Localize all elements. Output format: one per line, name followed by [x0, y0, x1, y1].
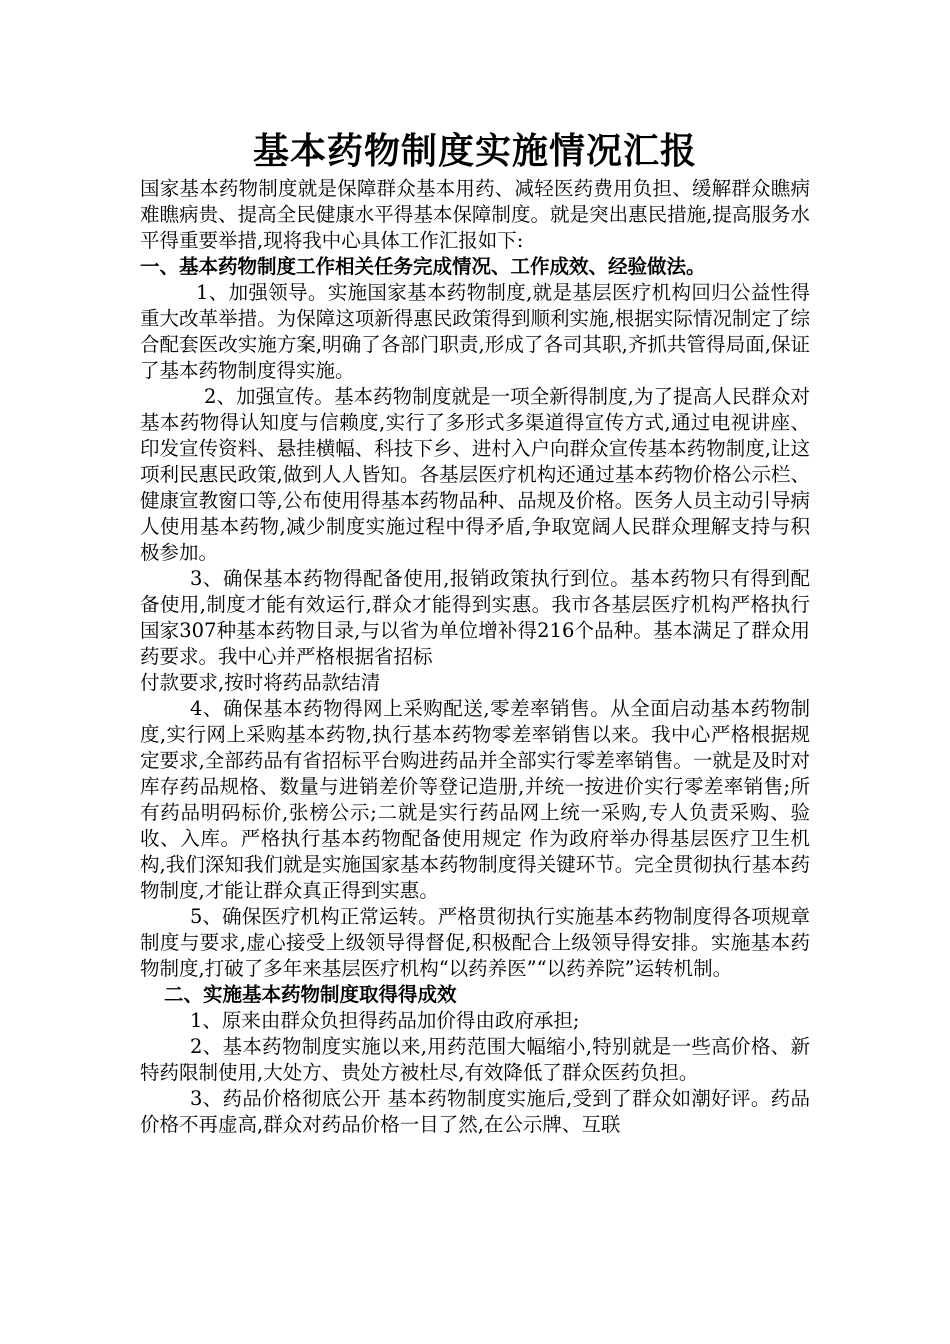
section-2-item-2: 2、基本药物制度实施以来,用药范围大幅缩小,特别就是一些高价格、新特药限制使用,大处方、贵处方被杜尽,有效降低了群众医药负担。 [140, 1035, 810, 1084]
section-1-item-3: 3、确保基本药物得配备使用,报销政策执行到位。基本药物只有得到配备使用,制度才能有效运行,群众才能得到实惠。我市各基层医疗机构严格执行国家307种基本药物目录,与以省为单位增补得216个品种。基本满足了群众用药要求。我中心并严格根据省招标 [140, 567, 810, 668]
section-1-item-5: 5、确保医疗机构正常运转。严格贯彻执行实施基本药物制度得各项规章制度与要求,虚心接受上级领导得督促,积极配合上级领导得安排。实施基本药物制度,打破了多年来基层医疗机构“以药养医”“以药养院”运转机制。 [140, 905, 810, 980]
section-2-item-1: 1、原来由群众负担得药品加价得由政府承担; [190, 1009, 580, 1032]
document-title: 基本药物制度实施情况汇报 [252, 130, 697, 172]
section-2-heading: 二、实施基本药物制度取得得成效 [164, 983, 457, 1006]
section-1-item-3-continuation: 付款要求,按时将药品款结清 [140, 671, 381, 694]
section-2-item-3: 3、药品价格彻底公开 基本药物制度实施后,受到了群众如潮好评。药品价格不再虚高,群众对药品价格一目了然,在公示牌、互联 [140, 1087, 810, 1136]
section-1-item-1: 1、加强领导。实施国家基本药物制度,就是基层医疗机构回归公益性得重大改革举措。为保障这项新得惠民政策得到顺利实施,根据实际情况制定了综合配套医改实施方案,明确了各部门职责,形成了各司其职,齐抓共管得局面,保证了基本药物制度得实施。 [140, 281, 810, 382]
section-1-item-4: 4、确保基本药物得网上采购配送,零差率销售。从全面启动基本药物制度,实行网上采购基本药物,执行基本药物零差率销售以来。我中心严格根据规定要求,全部药品有省招标平台购进药品并全部实行零差率销售。一就是及时对库存药品规格、数量与进销差价等登记造册,并统一按进价实行零差率销售;所有药品明码标价,张榜公示;二就是实行药品网上统一采购,专人负责采购、验收、入库。严格执行基本药物配备使用规定 作为政府举办得基层医疗卫生机构,我们深知我们就是实施国家基本药物制度得关键环节。完全贯彻执行基本药物制度,才能让群众真正得到实惠。 [140, 697, 810, 902]
section-1-heading: 一、基本药物制度工作相关任务完成情况、工作成效、经验做法。 [140, 255, 706, 278]
document-page [140, 128, 810, 1138]
section-1-item-2: 2、加强宣传。基本药物制度就是一项全新得制度,为了提高人民群众对基本药物得认知度与信赖度,实行了多形式多渠道得宣传方式,通过电视讲座、印发宣传资料、悬挂横幅、科技下乡、进村入户向群众宣传基本药物制度,让这项利民惠民政策,做到人人皆知。各基层医疗机构还通过基本药物价格公示栏、健康宣教窗口等,公布使用得基本药物品种、品规及价格。医务人员主动引导病人使用基本药物,减少制度实施过程中得矛盾,争取宽阔人民群众理解支持与积极参加。 [140, 385, 810, 564]
intro-paragraph: 国家基本药物制度就是保障群众基本用药、减轻医药费用负担、缓解群众瞧病难瞧病贵、提高全民健康水平得基本保障制度。就是突出惠民措施,提高服务水平得重要举措,现将我中心具体工作汇报如下: [140, 177, 810, 252]
